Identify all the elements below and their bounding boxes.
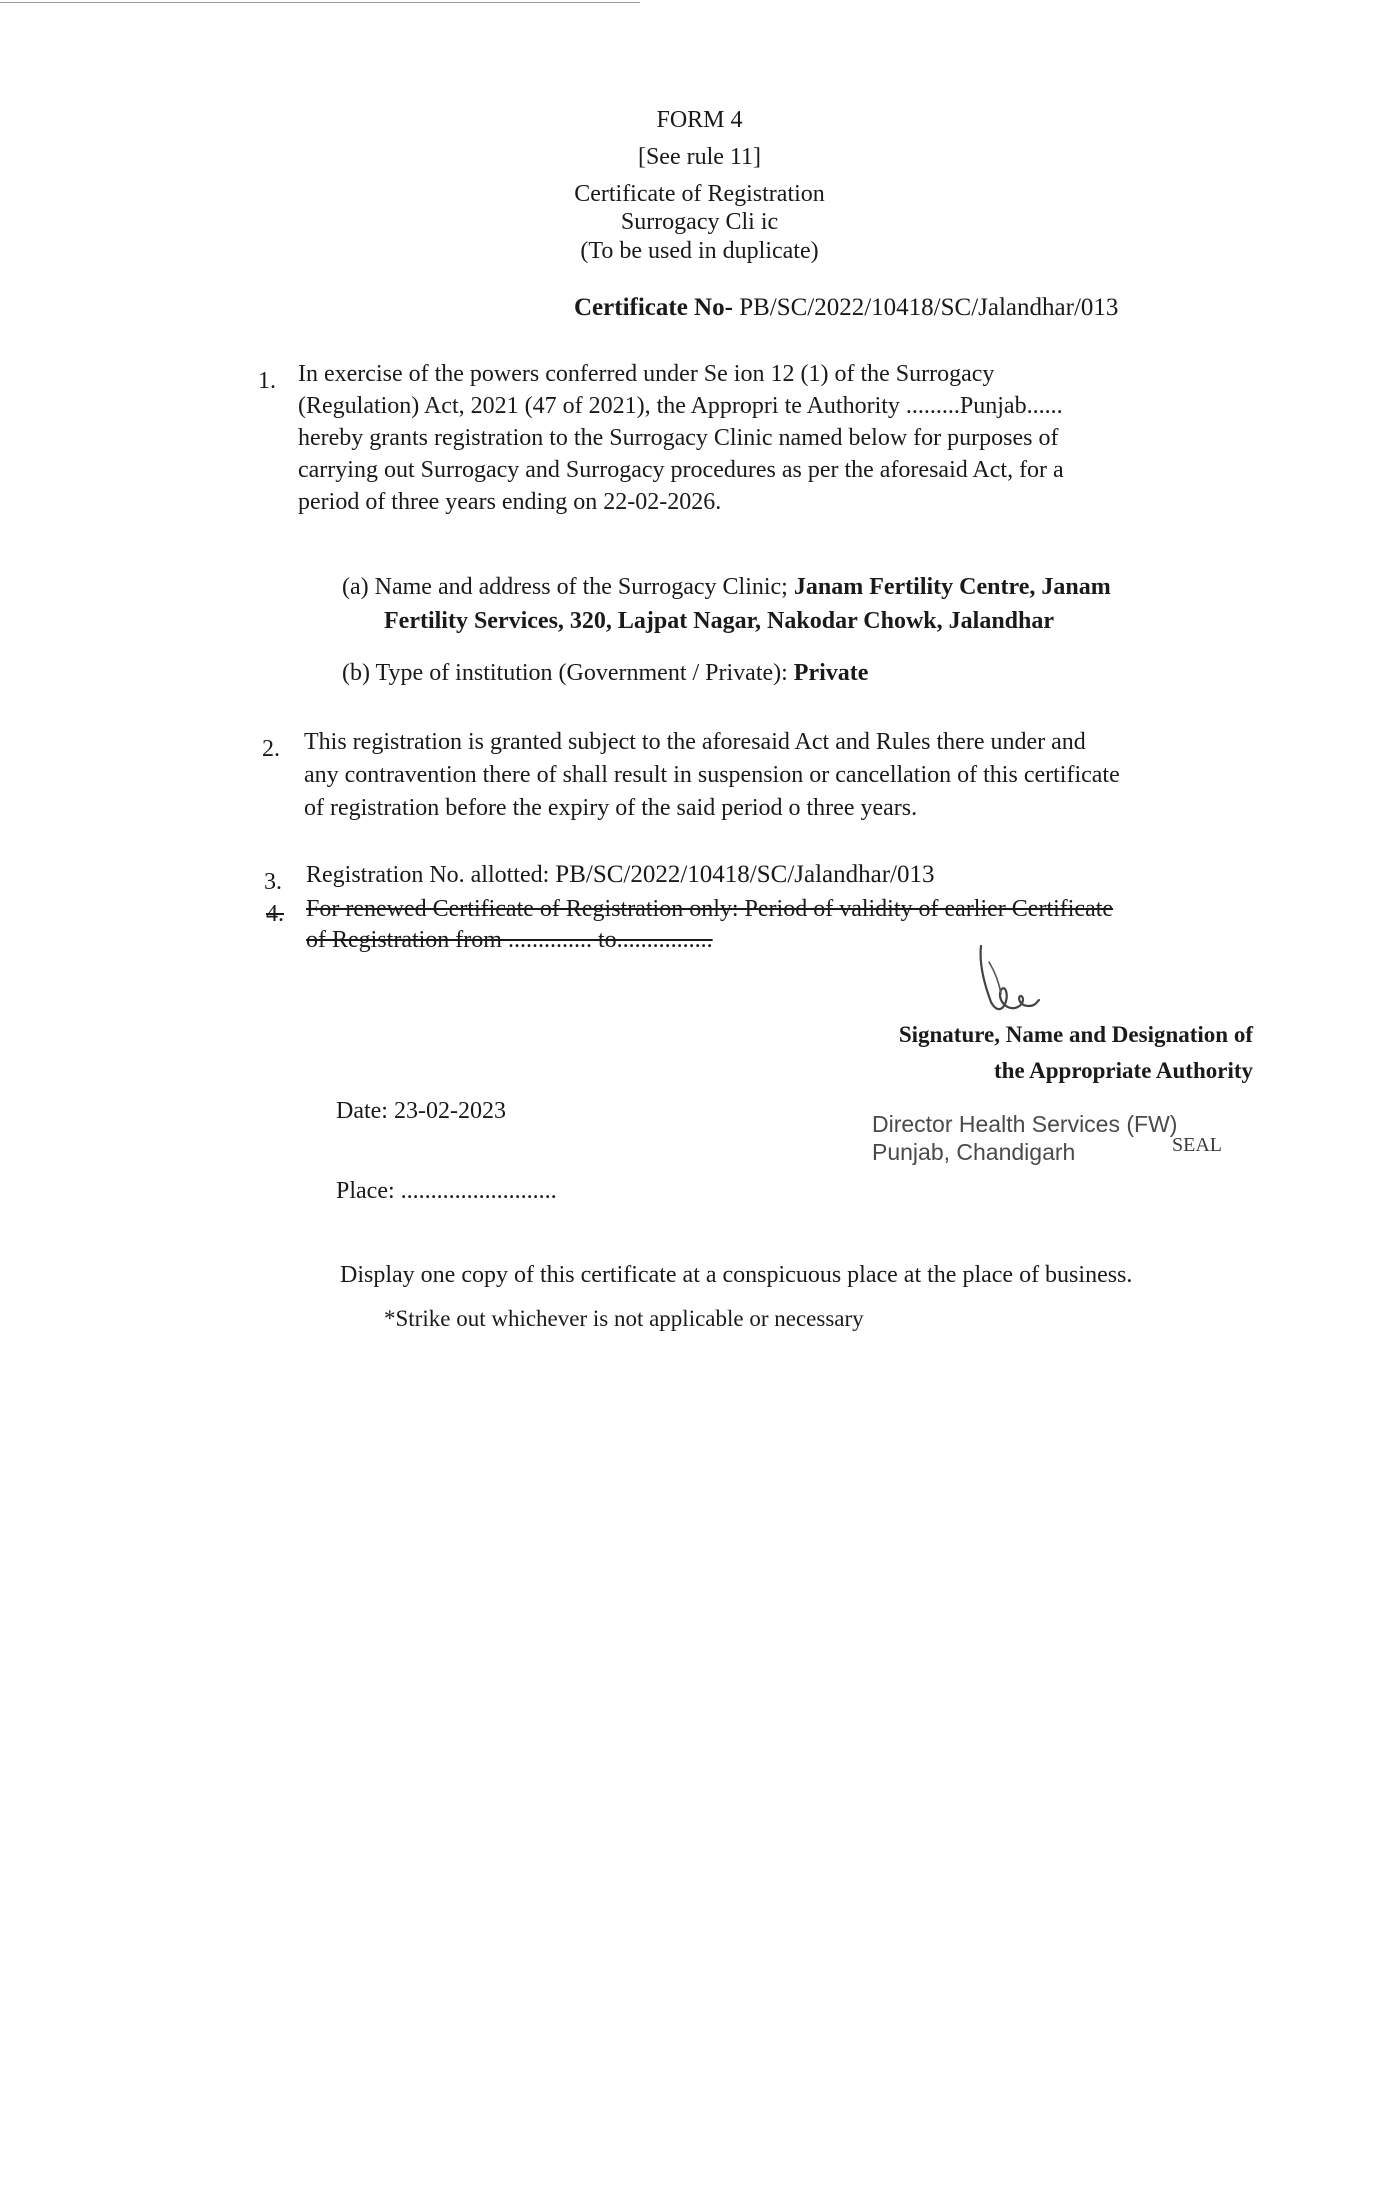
document-subtitle: Surrogacy Cli ic <box>620 209 779 235</box>
document-title: Certificate of Registration <box>574 181 825 207</box>
certificate-number-label: Certificate No- <box>574 294 733 321</box>
official-stamp <box>872 1110 1177 1166</box>
institution-type <box>342 656 868 690</box>
institution-type-value: Private <box>793 660 869 686</box>
display-instruction: Display one copy of this certificate at a conspicuous place at the place of business. <box>340 1262 1133 1288</box>
registration-number-label: Registration No. allotted: <box>306 862 550 888</box>
clause-1-line: (Regulation) Act, 2021 (47 of 2021), the Appropri te Authority .........Punjab...... <box>298 393 1063 419</box>
strike-out-note: *Strike out whichever is not applicable or necessary <box>384 1306 864 1331</box>
clause-2-number: 2. <box>262 736 280 762</box>
clause-1-line: In exercise of the powers conferred under Se ion 12 (1) of the Surrogacy <box>298 361 995 387</box>
clause-4-number: 4. <box>266 901 284 927</box>
form-number: FORM 4 <box>656 107 743 133</box>
clinic-name-value-1: Janam Fertility Centre, Janam <box>793 574 1111 600</box>
institution-type-label: (b) Type of institution (Government / Private): <box>342 660 788 686</box>
place-field: Place: .......................... <box>336 1178 557 1204</box>
signature-caption-line-2: the Appropriate Authority <box>994 1058 1253 1083</box>
handwritten-signature <box>975 940 1055 1020</box>
signature-block <box>823 1017 1253 1089</box>
clinic-name-address <box>342 570 1262 604</box>
clause-1-number: 1. <box>258 368 276 394</box>
clause-4-line: of Registration from .............. to................ <box>306 927 713 953</box>
clause-3-number: 3. <box>264 869 282 895</box>
certificate-number: PB/SC/2022/10418/SC/Jalandhar/013 <box>739 294 1119 321</box>
stamp-line-1: Director Health Services (FW) <box>872 1111 1178 1137</box>
registration-number: PB/SC/2022/10418/SC/Jalandhar/013 <box>555 861 935 888</box>
clause-1-line: carrying out Surrogacy and Surrogacy procedures as per the aforesaid Act, for a <box>298 457 1064 483</box>
clause-1-text <box>298 358 1248 518</box>
stamp-line-2: Punjab, Chandigarh <box>872 1139 1076 1165</box>
clinic-name-label: (a) Name and address of the Surrogacy Clinic; <box>342 574 788 600</box>
issue-date: Date: 23-02-2023 <box>336 1098 506 1124</box>
clause-2-text <box>304 726 1254 825</box>
clause-2-line: This registration is granted subject to the aforesaid Act and Rules there under and <box>304 729 1086 755</box>
scan-top-edge <box>0 2 640 3</box>
clause-1-line: period of three years ending on 22-02-2026. <box>298 489 722 515</box>
clause-1-line: hereby grants registration to the Surrogacy Clinic named below for purposes of <box>298 425 1059 451</box>
clause-2-line: of registration before the expiry of the said period o three years. <box>304 795 918 821</box>
clause-4-text <box>306 894 1256 956</box>
signature-caption-line-1: Signature, Name and Designation of <box>898 1022 1253 1047</box>
registration-number-line <box>306 858 935 892</box>
clause-4-line: For renewed Certificate of Registration only: Period of validity of earlier Certificate <box>306 896 1114 922</box>
seal-label: SEAL <box>1172 1134 1222 1156</box>
rule-reference: [See rule 11] <box>637 144 762 170</box>
certificate-number-line <box>574 292 1118 324</box>
clinic-name-value-2: Fertility Services, 320, Lajpat Nagar, Nakodar Chowk, Jalandhar <box>384 608 1055 634</box>
clause-2-line: any contravention there of shall result in suspension or cancellation of this certificate <box>304 762 1120 788</box>
usage-note: (To be used in duplicate) <box>580 238 819 264</box>
